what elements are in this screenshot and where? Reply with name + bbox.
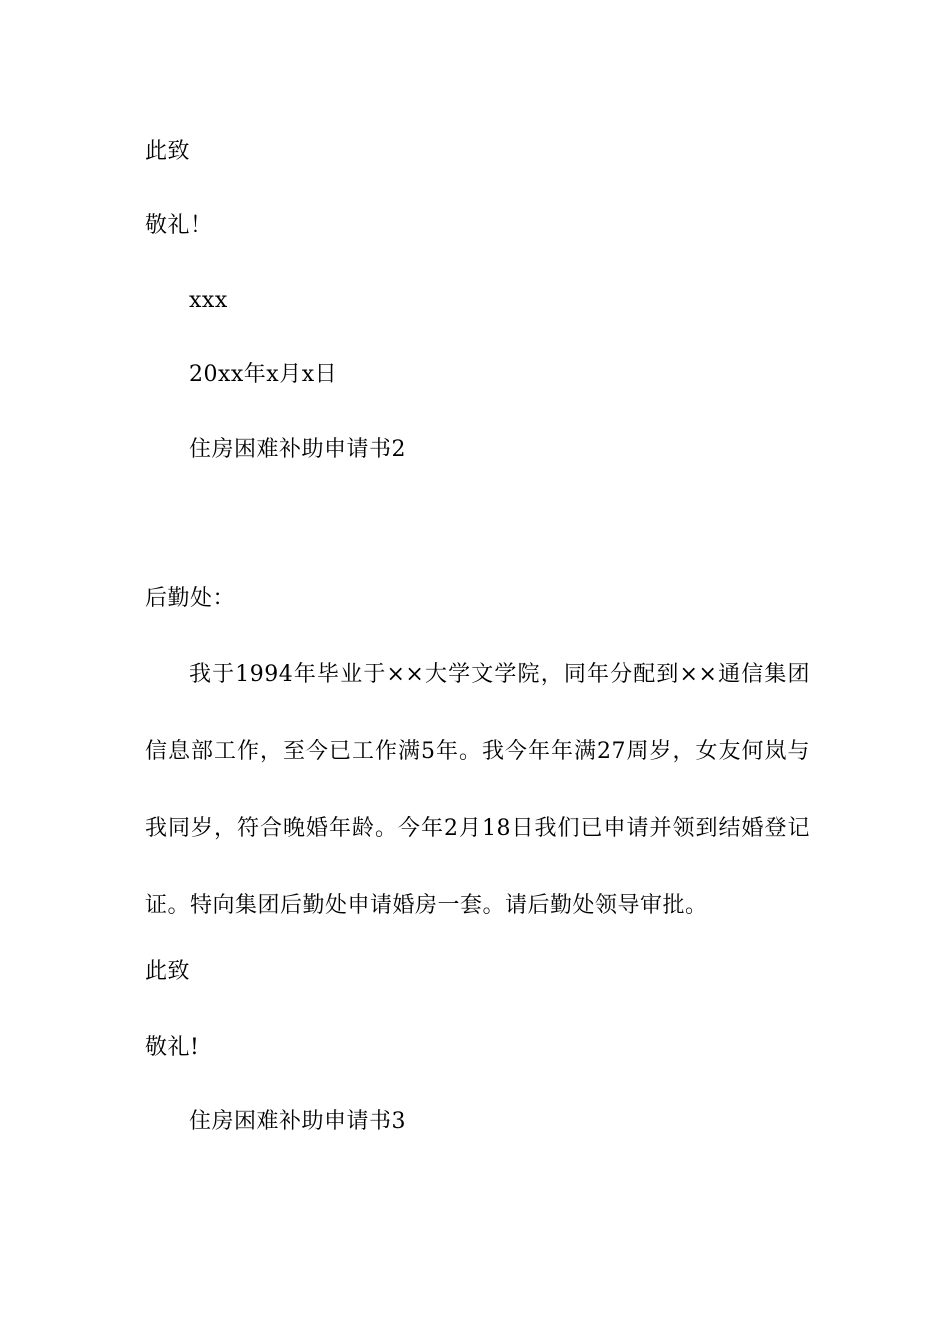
salutation-text: 敬礼！: [145, 213, 213, 238]
recipient-line: 后勤处：: [145, 586, 236, 611]
closing-text: 此致: [145, 959, 191, 984]
body-paragraph: 我于1994年毕业于××大学文学院，同年分配到××通信集团信息部工作，至今已工作满5年。我今年年满27周岁，女友何岚与我同岁，符合晚婚年龄。今年2月18日我们已申请并领到结婚登记证。特向集团后勤处申请婚房一套。请后勤处领导审批。: [145, 662, 810, 918]
section-heading: 住房困难补助申请书3: [189, 1109, 406, 1134]
closing-text: 此致: [145, 139, 191, 164]
signature-name: xxx: [189, 288, 228, 313]
signature-date: 20xx年x月x日: [189, 362, 338, 387]
salutation-text: 敬礼!: [145, 1035, 200, 1060]
section-heading: 住房困难补助申请书2: [189, 437, 406, 462]
